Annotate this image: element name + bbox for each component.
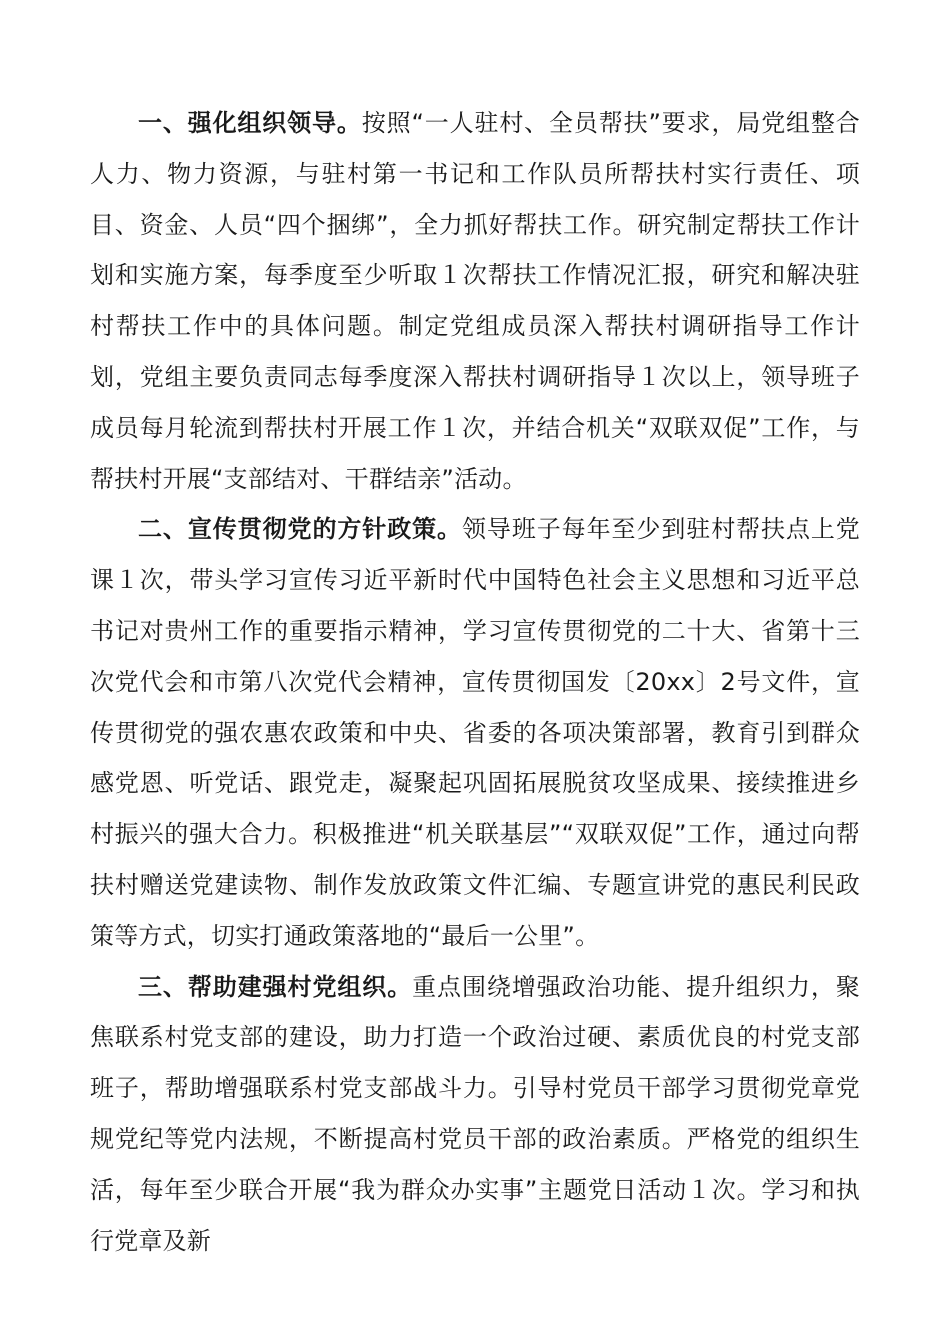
paragraph-1-heading: 一、强化组织领导。 — [138, 109, 362, 137]
paragraph-1-body: 按照“一人驻村、全员帮扶”要求，局党组整合人力、物力资源，与驻村第一书记和工作队员所帮扶村实行责任、项目、资金、人员“四个捆绑”，全力抓好帮扶工作。研究制定帮扶工作计划和实施方案，每季度至少听取１次帮扶工作情况汇报，研究和解决驻村帮扶工作中的具体问题。制定党组成员深入帮扶村调研指导工作计划，党组主要负责同志每季度深入帮扶村调研指导１次以上，领导班子成员每月轮流到帮扶村开展工作１次，并结合机关“双联双促”工作，与帮扶村开展“支部结对、干群结亲”活动。 — [90, 109, 860, 493]
paragraph-2-heading: 二、宣传贯彻党的方针政策。 — [138, 515, 462, 544]
document-page — [90, 98, 860, 1266]
paragraph-3-body: 重点围绕增强政治功能、提升组织力，聚焦联系村党支部的建设，助力打造一个政治过硬、素质优良的村党支部班子，帮助增强联系村党支部战斗力。引导村党员干部学习贯彻党章党规党纪等党内法规，不断提高村党员干部的政治素质。严格党的组织生活，每年至少联合开展“我为群众办实事”主题党日活动１次。学习和执行党章及新 — [90, 972, 860, 1255]
paragraph-1 — [90, 98, 860, 504]
paragraph-2-body: 领导班子每年至少到驻村帮扶点上党课１次，带头学习宣传习近平新时代中国特色社会主义思想和习近平总书记对贵州工作的重要指示精神，学习宣传贯彻党的二十大、省第十三次党代会和市第八次党代会精神，宣传贯彻国发〔20xx〕2号文件，宣传贯彻党的强农惠农政策和中央、省委的各项决策部署，教育引到群众感党恩、听党话、跟党走，凝聚起巩固拓展脱贫攻坚成果、接续推进乡村振兴的强大合力。积极推进“机关联基层”“双联双促”工作，通过向帮扶村赠送党建读物、制作发放政策文件汇编、专题宣讲党的惠民利民政策等方式，切实打通政策落地的“最后一公里”。 — [90, 515, 860, 950]
paragraph-2 — [90, 504, 860, 961]
paragraph-3-heading: 三、帮助建强村党组织。 — [138, 972, 413, 1001]
paragraph-3 — [90, 962, 860, 1267]
